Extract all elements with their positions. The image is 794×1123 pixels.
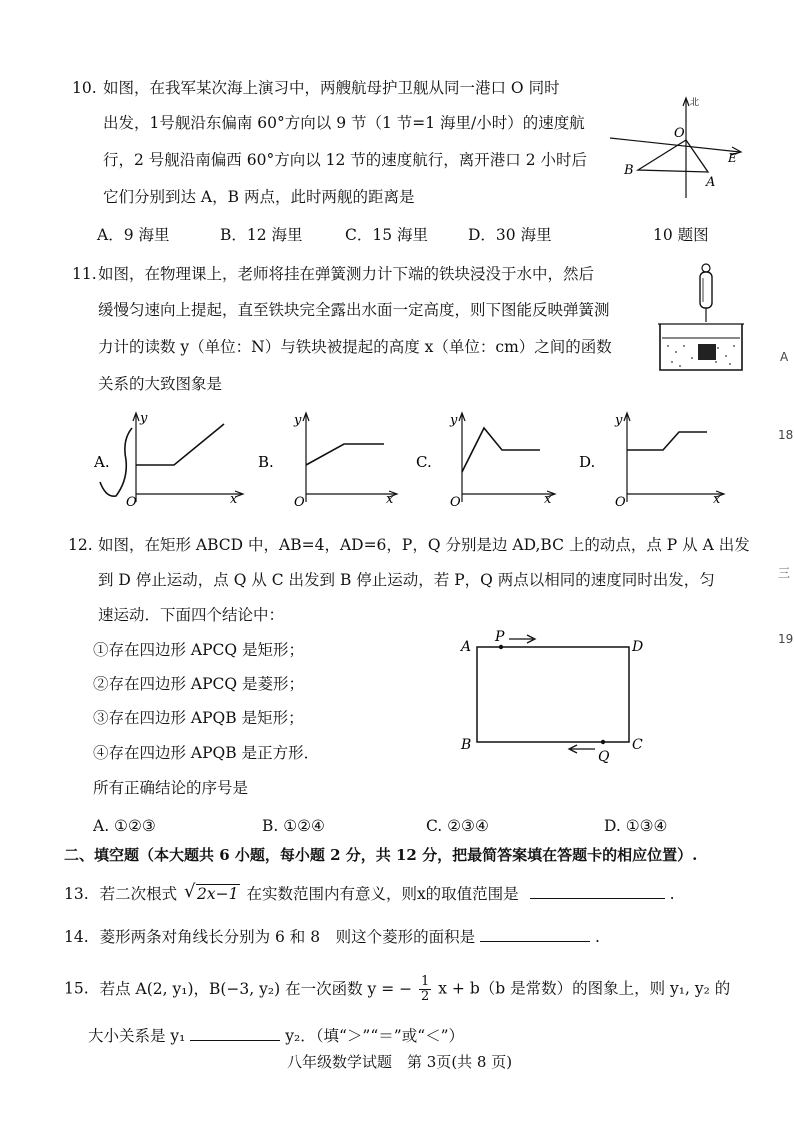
q11-graph-b-x: x <box>386 492 394 507</box>
q12-line-2: 到 D 停止运动，点 Q 从 C 出发到 B 停止运动，若 P，Q 两点以相同的速度同时出发，匀 <box>98 571 715 589</box>
q15-frac-num: 1 <box>421 974 430 989</box>
edge-mark-san: 三 <box>778 566 791 580</box>
q10-number: 10. <box>72 79 97 97</box>
q15-answer-blank[interactable] <box>190 1026 280 1041</box>
section-2-heading: 二、填空题（本大题共 6 小题，每小题 2 分，共 12 分，把最简答案填在答题卡的相应位置）. <box>64 846 698 864</box>
q11-graph-d-y: y <box>615 413 623 428</box>
q12-rectangle-figure <box>455 625 655 770</box>
q12-label-b: B <box>461 737 472 753</box>
q13-answer-blank[interactable] <box>530 884 665 899</box>
q11-line-4: 关系的大致图象是 <box>98 375 223 393</box>
rectangle-abcd <box>477 647 629 742</box>
q12-label-p: P <box>495 629 505 645</box>
q11-graph-d <box>577 410 727 510</box>
q11-graph-b-curve <box>306 444 384 465</box>
q11-line-2: 缓慢匀速向上提起，直至铁块完全露出水面一定高度，则下图能反映弹簧测 <box>98 301 610 319</box>
q11-graph-a <box>92 410 247 510</box>
q12-label-a: A <box>461 639 472 655</box>
q15-number: 15. <box>64 979 89 998</box>
q11-graph-a-y: y <box>140 411 148 426</box>
q12-conclusion-4: ④存在四边形 APQB 是正方形． <box>93 744 320 762</box>
q11-graph-b <box>256 410 401 510</box>
q10-label-a: A <box>706 175 716 190</box>
q12-option-b: B. ①②④ <box>262 817 325 835</box>
q12-option-c: C. ②③④ <box>426 817 489 835</box>
page-footer: 八年级数学试题 第 3页(共 8 页) <box>287 1053 513 1071</box>
q13-pre: 若二次根式 <box>99 885 178 903</box>
q10-option-a: A．9 海里 <box>97 226 170 244</box>
q10-figure-caption: 10 题图 <box>653 226 709 244</box>
q11-graph-c-curve <box>462 428 540 472</box>
q13-radical <box>184 881 239 904</box>
q10-label-e: E <box>728 151 737 165</box>
q10-line-2: 出发，1号舰沿东偏南 60°方向以 9 节（1 节=1 海里/小时）的速度航 <box>103 114 585 132</box>
q10-option-b: B．12 海里 <box>220 226 303 244</box>
q12-line-3: 速运动．下面四个结论中： <box>98 606 285 624</box>
q10-line-4: 它们分别到达 A，B 两点，此时两舰的距离是 <box>103 188 415 206</box>
q10-option-c: C．15 海里 <box>345 226 429 244</box>
q11-graph-d-curve <box>627 432 707 450</box>
q11-graph-d-origin: O <box>615 495 626 510</box>
q10-label-north: 北 <box>690 98 700 108</box>
q15-line-1 <box>64 975 730 1004</box>
edge-mark-19: 19 <box>778 632 794 646</box>
q13-end: . <box>669 885 675 903</box>
q11-graph-c <box>414 410 559 510</box>
q11-number: 11. <box>72 265 97 283</box>
q14-text: 菱形两条对角线长分别为 6 和 8 则这个菱形的面积是 <box>99 928 476 946</box>
q11-graph-c-option: C. <box>416 453 432 471</box>
point-p <box>499 645 503 649</box>
q11-graph-c-y: y <box>450 413 458 428</box>
q11-graph-a-curve <box>136 424 224 465</box>
q12-line-1: 如图，在矩形 ABCD 中，AB=4，AD=6，P，Q 分别是边 AD,BC 上的动点，点 P 从 A 出发 <box>98 536 750 554</box>
q11-graph-a-origin: O <box>126 495 137 510</box>
q12-ask: 所有正确结论的序号是 <box>93 779 249 797</box>
q11-graph-d-option: D. <box>579 453 596 471</box>
q10-line-3: 行，2 号舰沿南偏西 60°方向以 12 节的速度航行，离开港口 2 小时后 <box>103 151 587 169</box>
q10-label-b: B <box>624 163 634 178</box>
q12-conclusion-1: ①存在四边形 APCQ 是矩形； <box>93 641 305 659</box>
q14 <box>64 927 600 947</box>
q11-graph-a-option: A. <box>94 453 110 471</box>
q11-graph-a-x: x <box>230 492 238 507</box>
q13-radicand: 2x−1 <box>197 885 239 903</box>
edge-mark-18: 18 <box>778 428 794 442</box>
q12-conclusion-3: ③存在四边形 APQB 是矩形； <box>93 709 304 727</box>
hook-ring <box>702 264 710 272</box>
q13 <box>64 881 675 904</box>
q15-fraction <box>419 975 431 1004</box>
q12-label-q: Q <box>598 749 610 765</box>
q11-graph-c-x: x <box>544 492 552 507</box>
q12-conclusion-2: ②存在四边形 APCQ 是菱形； <box>93 675 305 693</box>
q12-label-d: D <box>632 639 644 655</box>
q15-pre: 若点 A(2, y₁)，B(−3, y₂) 在一次函数 y = − <box>99 979 413 998</box>
q15-line2-pre: 大小关系是 y₁ <box>88 1027 186 1045</box>
q10-figure <box>600 90 750 200</box>
q11-spring-scale-figure <box>656 262 746 374</box>
radical-sign-icon: √ <box>184 881 196 902</box>
q15-line-2 <box>88 1026 464 1046</box>
q14-number: 14. <box>64 928 89 946</box>
edge-mark-a: A <box>780 350 789 364</box>
q15-line2-post: y₂．（填“＞”“＝”或“＜”） <box>285 1027 465 1045</box>
q13-post: 在实数范围内有意义，则x的取值范围是 <box>246 885 519 903</box>
q11-line-1: 如图，在物理课上，老师将挂在弹簧测力计下端的铁块浸没于水中，然后 <box>98 265 595 283</box>
q12-option-d: D. ①③④ <box>604 817 668 835</box>
q11-graph-b-y: y <box>294 413 302 428</box>
q11-graph-b-option: B. <box>258 453 274 471</box>
q11-graph-c-origin: O <box>450 495 461 510</box>
q11-line-3: 力计的读数 y（单位：N）与铁块被提起的高度 x（单位：cm）之间的函数 <box>98 338 612 356</box>
q12-number: 12. <box>68 536 93 554</box>
q13-number: 13. <box>64 885 89 903</box>
q10-line-1: 如图，在我军某次海上演习中，两艘航母护卫舰从同一港口 O 同时 <box>103 79 560 97</box>
q11-graph-d-x: x <box>713 492 721 507</box>
q12-label-c: C <box>632 737 643 753</box>
q10-option-d: D．30 海里 <box>468 226 552 244</box>
q15-post: x + b（b 是常数）的图象上，则 y₁, y₂ 的 <box>438 979 731 998</box>
q15-frac-den: 2 <box>421 989 430 1004</box>
q12-option-a: A. ①②③ <box>93 817 156 835</box>
point-q <box>601 740 605 744</box>
spring-scale-body <box>700 272 712 308</box>
q10-label-o: O <box>674 126 685 141</box>
iron-block <box>698 344 716 360</box>
q14-answer-blank[interactable] <box>480 927 590 942</box>
q14-end: . <box>594 928 600 946</box>
q11-graph-b-origin: O <box>294 495 305 510</box>
